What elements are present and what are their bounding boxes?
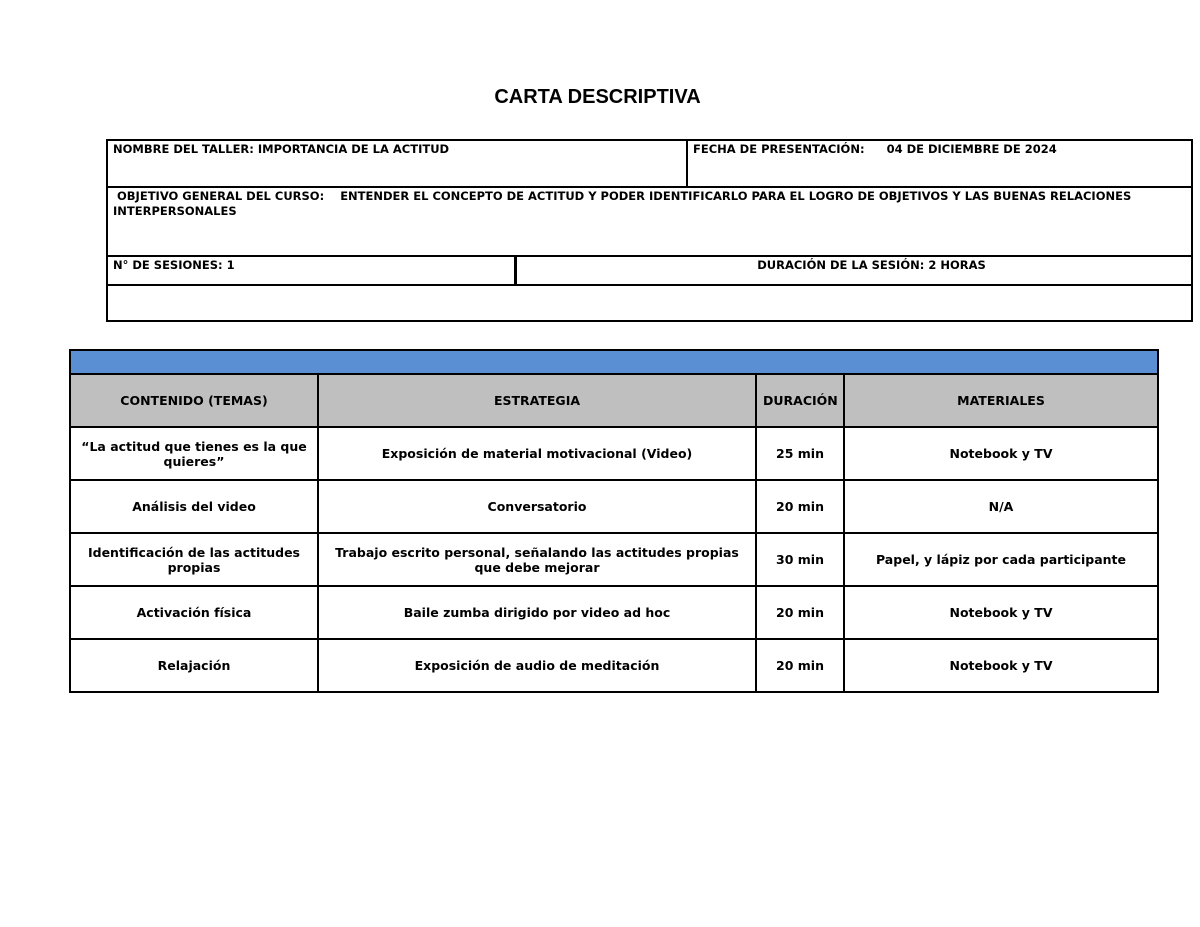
course-objective-value: ENTENDER EL CONCEPTO DE ACTITUD Y PODER IDENTIFICARLO PARA EL LOGRO DE OBJETIVOS Y LAS BUENAS RELACIONES INTERPERSONALES <box>113 189 1132 218</box>
presentation-date-value: 04 DE DICIEMBRE DE 2024 <box>886 142 1057 156</box>
cell-estrategia: Conversatorio <box>318 480 756 533</box>
info-table <box>106 139 1193 322</box>
cell-materiales: Notebook y TV <box>844 427 1158 480</box>
cell-contenido: Activación física <box>70 586 318 639</box>
cell-materiales: Papel, y lápiz por cada participante <box>844 533 1158 586</box>
cell-estrategia: Baile zumba dirigido por video ad hoc <box>318 586 756 639</box>
column-header-estrategia: ESTRATEGIA <box>318 374 756 427</box>
cell-materiales: Notebook y TV <box>844 586 1158 639</box>
column-header-materiales: MATERIALES <box>844 374 1158 427</box>
cell-contenido: Análisis del video <box>70 480 318 533</box>
table-row <box>70 639 1158 692</box>
cell-contenido: “La actitud que tienes es la que quieres” <box>70 427 318 480</box>
info-row-taller <box>108 141 1191 188</box>
table-row <box>70 533 1158 586</box>
cell-contenido: Identificación de las actitudes propias <box>70 533 318 586</box>
table-row <box>70 480 1158 533</box>
column-header-duracion: DURACIÓN <box>756 374 844 427</box>
column-header-contenido: CONTENIDO (TEMAS) <box>70 374 318 427</box>
info-row-empty <box>108 286 1191 320</box>
cell-duracion: 30 min <box>756 533 844 586</box>
header-band <box>70 350 1158 374</box>
workshop-name: NOMBRE DEL TALLER: IMPORTANCIA DE LA ACTITUD <box>108 141 688 186</box>
table-row <box>70 427 1158 480</box>
cell-duracion: 20 min <box>756 480 844 533</box>
session-count: N° DE SESIONES: 1 <box>108 257 517 284</box>
course-objective <box>108 188 1191 255</box>
header-row <box>70 374 1158 427</box>
presentation-date-label: FECHA DE PRESENTACIÓN: <box>693 142 865 156</box>
cell-estrategia: Trabajo escrito personal, señalando las actitudes propias que debe mejorar <box>318 533 756 586</box>
info-row-objetivo <box>108 188 1191 257</box>
cell-estrategia: Exposición de material motivacional (Video) <box>318 427 756 480</box>
cell-duracion: 20 min <box>756 586 844 639</box>
cell-estrategia: Exposición de audio de meditación <box>318 639 756 692</box>
page-title: CARTA DESCRIPTIVA <box>494 86 701 108</box>
cell-materiales: N/A <box>844 480 1158 533</box>
table-row <box>70 586 1158 639</box>
cell-contenido: Relajación <box>70 639 318 692</box>
schedule-table <box>69 349 1159 693</box>
cell-materiales: Notebook y TV <box>844 639 1158 692</box>
presentation-date-cell <box>688 141 1191 186</box>
info-row-sesiones <box>108 257 1191 286</box>
course-objective-label: OBJETIVO GENERAL DEL CURSO: <box>117 189 325 203</box>
cell-duracion: 25 min <box>756 427 844 480</box>
cell-duracion: 20 min <box>756 639 844 692</box>
session-duration: DURACIÓN DE LA SESIÓN: 2 HORAS <box>757 258 986 272</box>
